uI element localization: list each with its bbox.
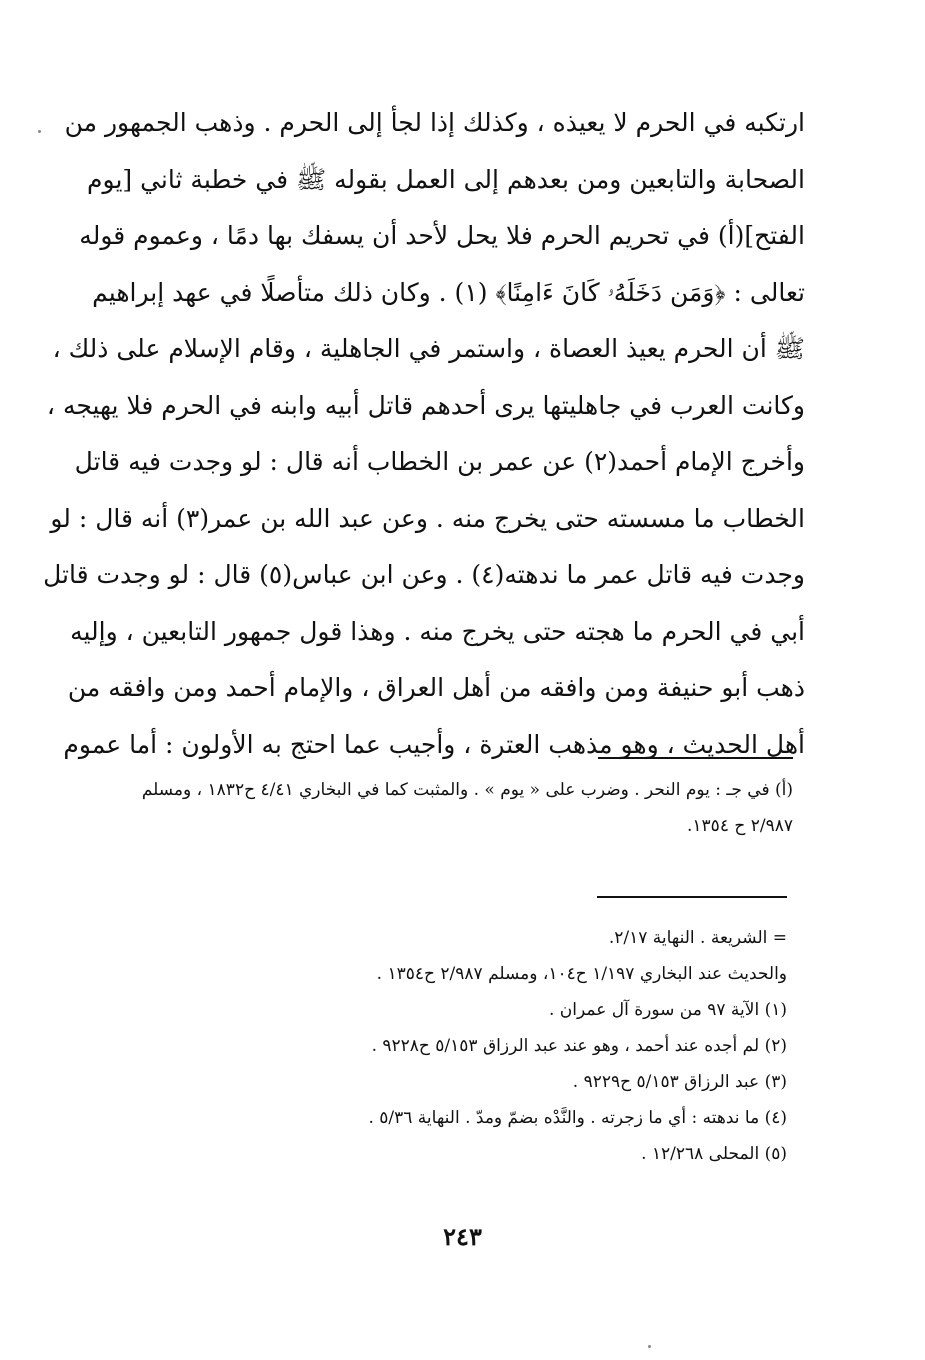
page-number: ٢٤٣ [443, 1222, 482, 1251]
scan-speck [38, 130, 41, 133]
footnotes-numbered [227, 920, 787, 1172]
footnote-line: (٢) لم أجده عند أحمد ، وهو عند عبد الرزاق ٥/١٥٣ ح٩٢٢٨ . [371, 1036, 787, 1056]
footnote-line: ٢/٩٨٧ ح ١٣٥٤. [687, 816, 793, 836]
main-text-line: الصحابة والتابعين ومن بعدهم إلى العمل بقوله ﷺ في خطبة ثاني [يوم [87, 164, 805, 194]
main-text-line: الفتح](أ) في تحريم الحرم فلا يحل لأحد أن يسفك بها دمًا ، وعموم قوله [79, 221, 805, 250]
main-text-line: وجدت فيه قاتل عمر ما ندهته(٤) . وعن ابن عباس(٥) قال : لو وجدت قاتل [43, 560, 805, 589]
main-text-line: ذهب أبو حنيفة ومن وافقه من أهل العراق ، والإمام أحمد ومن وافقه من [67, 673, 805, 702]
main-text-line: ﷺ أن الحرم يعيذ العصاة ، واستمر في الجاهلية ، وقام الإسلام على ذلك ، [52, 334, 805, 363]
footnote-line: (٣) عبد الرزاق ٥/١٥٣ ح٩٢٢٩ . [572, 1072, 787, 1092]
main-text [43, 95, 805, 773]
footnote-line: والحديث عند البخاري ١/١٩٧ ح١٠٤، ومسلم ٢/٩٨٧ ح١٣٥٤ . [376, 964, 787, 984]
footnote-line: (٤) ما ندهته : أي ما زجرته . والنَّدْه بضمّ ومدّ . النهاية ٥/٣٦ . [368, 1108, 787, 1128]
footnote-line: = الشريعة . النهاية ٢/١٧. [608, 928, 787, 948]
main-text-line: وأخرج الإمام أحمد(٢) عن عمر بن الخطاب أنه قال : لو وجدت فيه قاتل [74, 447, 805, 476]
footnote-separator [598, 757, 793, 759]
footnote-separator [597, 896, 787, 898]
footnote-line: (أ) في جـ : يوم النحر . وضرب على « يوم » . والمثبت كما في البخاري ٤/٤١ ح١٨٣٢ ، ومسلم [141, 780, 793, 800]
main-text-line: وكانت العرب في جاهليتها يرى أحدهم قاتل أبيه وابنه في الحرم فلا يهيجه ، [46, 390, 805, 420]
main-text-line: أهل الحديث ، وهو مذهب العترة ، وأجيب عما احتج به الأولون : أما عموم [63, 729, 805, 759]
main-text-line: أبي في الحرم ما هجته حتى يخرج منه . وهذا قول جمهور التابعين ، وإليه [70, 616, 805, 646]
footnote-line: (٥) المحلى ١٢/٢٦٨ . [641, 1144, 787, 1164]
scan-speck [648, 1345, 651, 1348]
footnote-line: (١) الآية ٩٧ من سورة آل عمران . [548, 1000, 787, 1020]
main-text-line: الخطاب ما مسسته حتى يخرج منه . وعن عبد الله بن عمر(٣) أنه قال : لو [50, 503, 805, 533]
main-text-line: ارتكبه في الحرم لا يعيذه ، وكذلك إذا لجأ إلى الحرم . وذهب الجمهور من [64, 108, 805, 137]
main-text-line: تعالى : ﴿وَمَن دَخَلَهُۥ كَانَ ءَامِنًا﴾ (١) . وكان ذلك متأصلًا في عهد إبراهيم [92, 277, 805, 307]
footnotes-letter [133, 772, 793, 844]
